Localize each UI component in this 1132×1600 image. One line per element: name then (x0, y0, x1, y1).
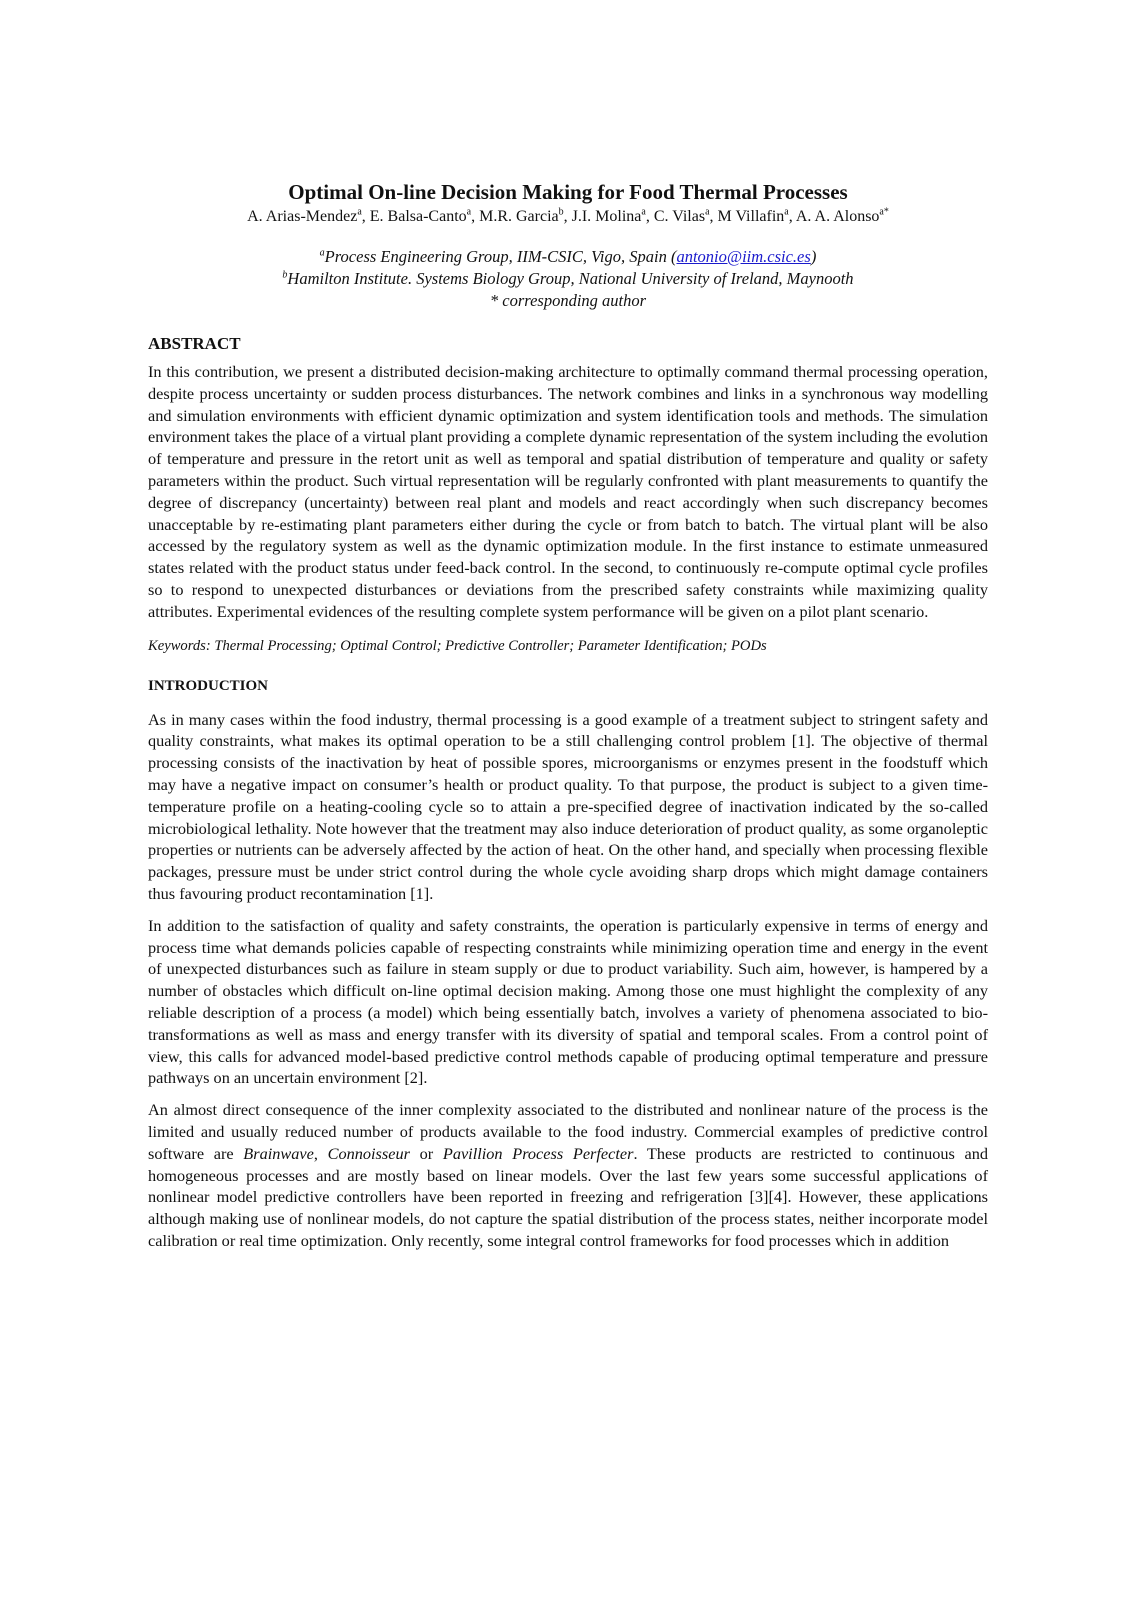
abstract-heading: ABSTRACT (148, 334, 241, 353)
author: M Villafin$^a$, (717, 206, 796, 225)
affiliation-b: $^b$Hamilton Institute. Systems Biology Group, National University of Ireland, Maynooth (282, 269, 854, 288)
abstract-text: In this contribution, we present a distributed decision-making architecture to optimally command thermal processing operation, despite process uncertainty or sudden process disturbances. The network combines and links in a synchronous way modelling and simulation environments with efficient dynamic optimization and system identification tools and methods. The simulation environment takes the place of a virtual plant providing a complete dynamic representation of the system including the evolution of temperature and pressure in the retort unit as well as temporal and spatial distribution of temperature and quality or safety parameters within the product. Such virtual representation will be regularly confronted with plant measurements to quantify the degree of discrepancy (uncertainty) between real plant and models and react accordingly when such discrepancy becomes unacceptable by re-estimating plant parameters either during the cycle or from batch to batch. The virtual plant will be also accessed by the regulatory system as well as the dynamic optimization module. In the first instance to estimate unmeasured states related with the product status under feed-back control. In the second, to continuously re-compute optimal cycle profiles so to respond to unexpected disturbances or deviations from the prescribed safety constraints while maximizing quality attributes. Experimental evidences of the resulting complete system performance will be given on a pilot plant scenario. (148, 362, 988, 621)
paper-page (148, 178, 988, 1262)
author: J.I. Molina$^a$, (571, 206, 654, 225)
corresponding-author-note: * corresponding author (489, 291, 647, 310)
keywords: Keywords: Thermal Processing; Optimal Control; Predictive Controller; Parameter Identification; PODs (148, 637, 767, 654)
author-list (148, 207, 988, 227)
author: E. Balsa-Canto$^a$, (369, 206, 480, 225)
author: M.R. Garcia$^b$, (479, 206, 572, 225)
author: A. A. Alonso$^{a*}$ (795, 206, 889, 225)
email-link[interactable]: antonio@iim.csic.es (676, 247, 811, 266)
intro-paragraph-1: As in many cases within the food industry, thermal processing is a good example of a treatment subject to stringent safety and quality constraints, what makes its optimal operation to be a still challenging control problem [1]. The objective of thermal processing consists of the inactivation by heat of possible spores, microorganisms or enzymes present in the foodstuff which may have a negative impact on consumer’s health or product quality. To that purpose, the product is subject to a given time-temperature profile on a heating-cooling cycle so to attain a pre-specified degree of inactivation indicated by the so-called microbiological lethality. Note however that the treatment may also induce deterioration of product quality, as some organoleptic properties or nutrients can be adversely affected by the action of heat. On the other hand, and specially when processing flexible packages, pressure must be under strict control during the whole cycle avoiding sharp drops which might damage containers thus favouring product recontamination [1]. (148, 709, 988, 903)
affiliation-a: $^a$Process Engineering Group, IIM-CSIC, Vigo, Spain (antonio@iim.csic.es) (319, 247, 817, 266)
author: A. Arias-Mendez$^a$, (247, 206, 370, 225)
introduction-heading: INTRODUCTION (148, 677, 269, 694)
affiliations (148, 246, 988, 312)
intro-paragraph-2: In addition to the satisfaction of quality and safety constraints, the operation is particularly expensive in terms of energy and process time what demands policies capable of respecting constraints while minimizing operation time and energy in the event of unexpected disturbances such as failure in steam supply or due to product variability. Such aim, however, is hampered by a number of obstacles which difficult on-line optimal decision making. Among those one must highlight the complexity of any reliable description of a process (a model) which being essentially batch, involves a variety of phenomena associated to bio-transformations as well as mass and energy transfer with its diversity of spatial and temporal scales. From a control point of view, this calls for advanced model-based predictive control methods capable of producing optimal temperature and pressure pathways on an uncertain environment [2]. (148, 915, 988, 1088)
intro-paragraph-3: An almost direct consequence of the inner complexity associated to the distributed and nonlinear nature of the process is the limited and usually reduced number of products available to the food industry. Commercial examples of predictive control software are Brainwave, Connoisseur or Pavillion Process Perfecter. These products are restricted to continuous and homogeneous processes and are mostly based on linear models. Over the last few years some successful applications of nonlinear model predictive controllers have been reported in freezing and refrigeration [3][4]. However, these applications although making use of nonlinear models, do not capture the spatial distribution of the process states, neither incorporate model calibration or real time optimization. Only recently, some integral control frameworks for food processes which in addition (148, 1100, 989, 1250)
paper-title: Optimal On-line Decision Making for Food Thermal Processes (288, 180, 848, 204)
author: C. Vilas$^a$, (653, 206, 718, 225)
